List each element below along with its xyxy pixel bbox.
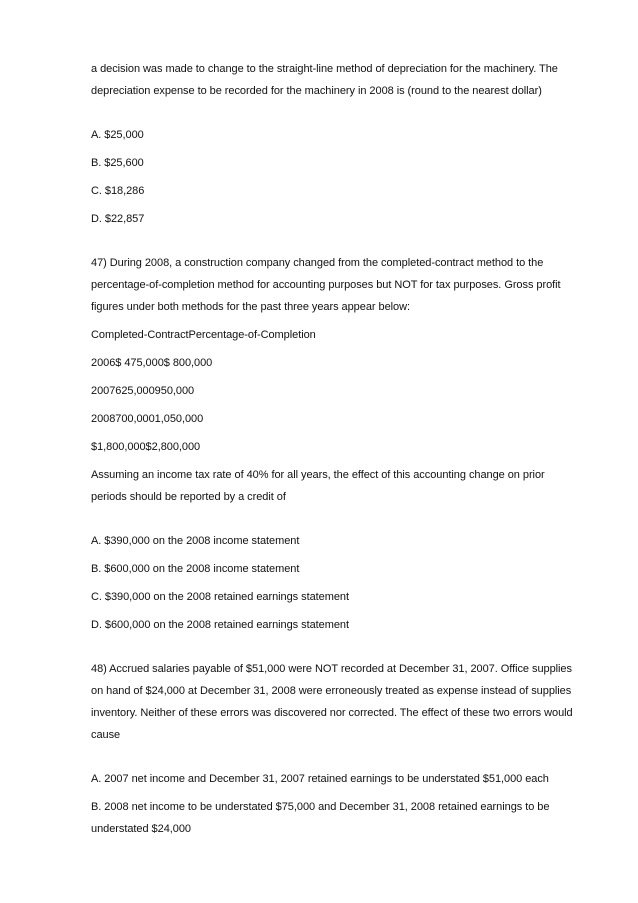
answer-option: D. $22,857 <box>91 213 145 225</box>
answer-option: B. 2008 net income to be understated $75,000 and December 31, 2008 retained earnings to be understated $24,000 <box>91 801 550 835</box>
question-text: a decision was made to change to the straight-line method of depreciation for the machinery. The depreciation expense to be recorded for the machinery in 2008 is (round to the nearest dollar) <box>91 63 558 97</box>
table-line: 2006$ 475,000$ 800,000 <box>91 357 213 369</box>
table-line: 2008700,0001,050,000 <box>91 413 204 425</box>
table-line: Completed-ContractPercentage-of-Completion <box>91 329 316 341</box>
answer-option: B. $25,600 <box>91 157 144 169</box>
question-text: Assuming an income tax rate of 40% for all years, the effect of this accounting change on prior periods should be reported by a credit of <box>91 469 545 503</box>
answer-option: C. $18,286 <box>91 185 145 197</box>
document-content <box>91 58 581 840</box>
answer-option: B. $600,000 on the 2008 income statement <box>91 563 300 575</box>
table-line: $1,800,000$2,800,000 <box>91 441 201 453</box>
answer-option: A. $390,000 on the 2008 income statement <box>91 535 300 547</box>
answer-option: C. $390,000 on the 2008 retained earnings statement <box>91 591 349 603</box>
answer-option: A. $25,000 <box>91 129 144 141</box>
answer-option: D. $600,000 on the 2008 retained earnings statement <box>91 619 349 631</box>
question-text: 47) During 2008, a construction company changed from the completed-contract method to the percentage-of-completion method for accounting purposes but NOT for tax purposes. Gross profit figures under both methods for the past three years appear below: <box>91 257 561 313</box>
answer-option: A. 2007 net income and December 31, 2007 retained earnings to be understated $51,000 each <box>91 773 549 785</box>
table-line: 2007625,000950,000 <box>91 385 195 397</box>
question-text: 48) Accrued salaries payable of $51,000 were NOT recorded at December 31, 2007. Office supplies on hand of $24,000 at December 31, 2008 were erroneously treated as expense instead of supplies inventory. Neither of these errors was discovered nor corrected. The effect of these two errors would cause <box>91 663 573 741</box>
